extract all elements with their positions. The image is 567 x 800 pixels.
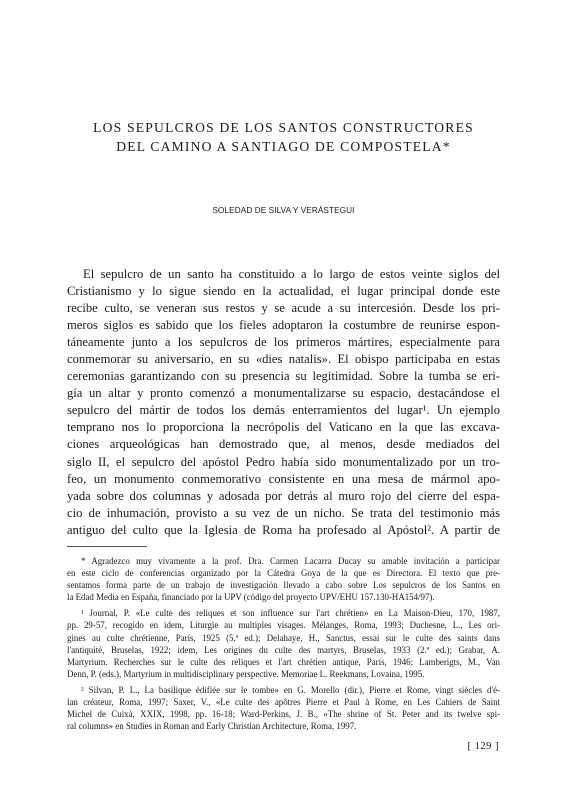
body-line: antiguo del culto que la Iglesia de Roma ha profesado al Apóstol². A partir de [67, 522, 500, 537]
body-text [67, 266, 500, 539]
footnote-line: la Edad Media en España, financiado por la UPV (código del proyecto UPV/EHU 157.130-HA154/97). [67, 592, 435, 603]
page-number: [ 129 ] [467, 741, 499, 752]
body-line: yada sobre dos columnas y adosada por detrás al muro rojo del cierre del espa- [67, 488, 500, 503]
body-line: sepulcro del mártir de todos los demás enterramientos del lugar¹. Un ejemplo [67, 403, 500, 418]
title-line-1: LOS SEPULCROS DE LOS SANTOS CONSTRUCTORES [93, 120, 474, 135]
body-line: recibe culto, se veneran sus restos y se acude a su intercesión. Desde los pri- [67, 301, 500, 316]
footnote-line: ¹ Journal, P. «Le culte des reliques et son influence sur l'art chrétien» en La Maison-Dieu, 170, 1987, [81, 608, 500, 619]
body-line: conmemorar su aniversario, en su «dies natalis». El obispo participaba en estas [67, 352, 500, 367]
author-name: SOLEDAD DE SILVA Y VERÁSTEGUI [212, 206, 355, 215]
footnote-line: Denn, P. (eds.), Martyrium in multidisciplinary perspective. Memoriae L. Reekmans, Lovaina, 1995. [67, 668, 425, 679]
body-line: meros siglos es sabido que los fieles adoptaron la costumbre de reunirse espon- [67, 318, 500, 333]
footnote-1 [67, 607, 500, 680]
footnote-line: sentamos forma parte de un trabajo de investigación llevado a cabo sobre Los sepulcros de los Santos en [67, 580, 500, 591]
body-line: gía un altar y pronto comenzó a monumentalizarse su espacio, destacándose el [67, 386, 500, 401]
footnotes [67, 555, 500, 732]
title-line-2: DEL CAMINO A SANTIAGO DE COMPOSTELA* [116, 139, 451, 154]
footnote-separator [67, 546, 147, 547]
footnote-2 [67, 684, 500, 732]
body-line: ciones arqueológicas han demostrado que, al menos, desde mediados del [67, 437, 500, 452]
body-line: El sepulcro de un santo ha constituido a lo largo de estos veinte siglos del [83, 267, 500, 281]
footnote-line: * Agradezco muy vivamente a la prof. Dra. Carmen Lacarra Ducay su amable invitación a participar [81, 556, 500, 566]
footnote-line: ral columns» en Studies in Roman and Early Christian Architecture, Roma, 1997. [67, 721, 357, 732]
body-line: ceremonias garantizando con su presencia su legitimidad. Sobre la tumba se eri- [67, 369, 500, 384]
footnote-line: en este ciclo de conferencias organizado por la Cátedra Goya de la que es Directora. El texto que pre- [67, 568, 500, 579]
footnote-line: lan créateur, Roma, 1997; Saxer, V., «Le culte des apôtres Pierre et Paul à Rome, en Les Cahiers de Saint [67, 697, 500, 708]
body-line: temprano nos lo proporciona la necrópolis del Vaticano en la que las excava- [67, 420, 500, 435]
body-line: siglo II, el sepulcro del apóstol Pedro había sido monumentalizado por un tro- [67, 454, 500, 469]
footnote-line: gines au culte chrétienne, París, 1925 (5.ª ed.); Delahaye, H., Sanctus, essai sur le culte des saints dans [67, 632, 500, 643]
body-line: Cristianismo y lo sigue siendo en la actualidad, el lugar principal donde este [67, 284, 500, 299]
body-line: táneamente junto a los sepulcros de los primeros mártires, especialmente para [67, 335, 500, 350]
footnote-asterisk [67, 555, 500, 603]
footnote-line: pp. 29-57, recogido en idem, Liturgie au multiples visages. Mélanges, Roma, 1993; Duchesne, L., Les ori- [67, 620, 500, 631]
article-title [60, 118, 507, 156]
body-line: feo, un monumento conmemorativo consistente en una mesa de mármol apo- [67, 471, 500, 486]
footnote-line: Michel de Cuixà, XXIX, 1998, pp. 16-18; Ward-Perkins, J. B., «The shrine of St. Peter and its twelve spi- [67, 709, 500, 720]
footnote-line: l'antiquité, Bruselas, 1922; idem, Les origines du culte des martyrs, Bruselas, 1933 (2.ª ed.); Grabar, A. [67, 644, 500, 655]
body-line: cio de inhumación, provisto a su vez de un nicho. Se trata del testimonio más [67, 505, 500, 520]
footnote-line: Martyrium. Recherches sur le culte des reliques et l'art chrétien antique, París, 1946; Lamberigts, M., Van [67, 656, 500, 667]
footnote-line: ² Silvan, P. L., La basilique édifiée sur le tombe» en G. Morello (dir.), Pierre et Rome, vingt siècles d'é- [81, 684, 500, 695]
